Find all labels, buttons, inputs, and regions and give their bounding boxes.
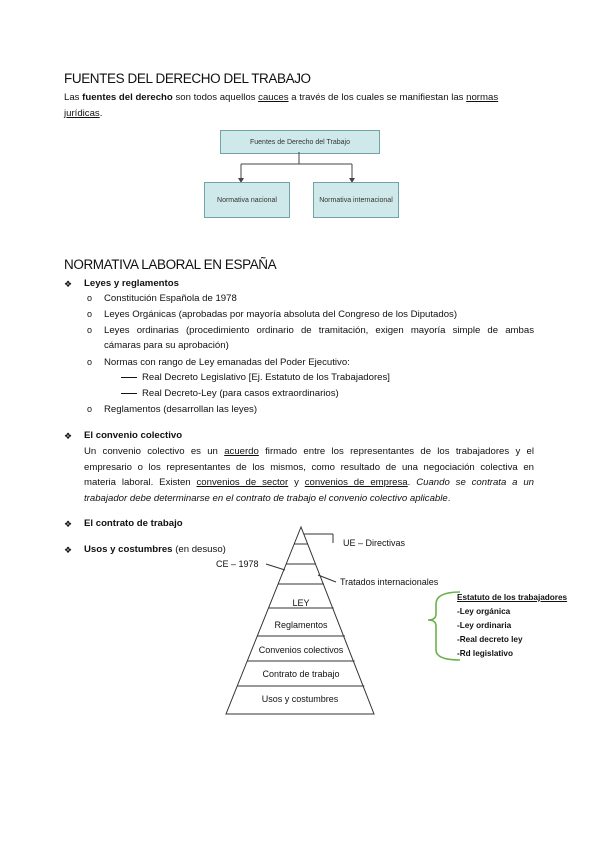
bullet-icon: ❖: [64, 545, 73, 555]
pyramid-level-ley: LEY: [292, 598, 310, 608]
list-item: Reglamentos (desarrollan las leyes): [104, 404, 258, 415]
tratados-label: Tratados internacionales: [340, 577, 439, 587]
intro-text: Las: [64, 92, 80, 103]
estatuto-item: -Ley ordinaria: [457, 621, 512, 630]
convenio-line3: materia laboral. Existen convenios de sector y convenios de empresa. Cuando se contrata a un: [84, 477, 535, 488]
circle-bullet-icon: o: [87, 325, 93, 335]
pyramid-level-contrato: Contrato de trabajo: [262, 669, 340, 679]
estatuto-item: -Rd legislativo: [457, 649, 513, 658]
estatuto-item: -Ley orgánica: [457, 607, 511, 616]
list-item-continuation: cámaras para su aprobación): [104, 340, 229, 351]
acuerdo-link[interactable]: acuerdo: [224, 446, 259, 457]
estatuto-title: Estatuto de los trabajadores: [457, 593, 568, 602]
list-item: Constitución Española de 1978: [104, 293, 237, 304]
intro-text: a través de los cuales se manifiestan las: [291, 92, 464, 103]
convenios-empresa-link[interactable]: convenios de empresa: [304, 477, 408, 488]
fuentes-intro-line2: jurídicas.: [64, 108, 103, 119]
circle-bullet-icon: o: [87, 404, 93, 414]
section-title-normativa: NORMATIVA LABORAL EN ESPAÑA: [64, 257, 277, 272]
bullet-icon: ❖: [64, 279, 73, 289]
convenio-line2: empresario o los representantes de los mismos, como resultado de una negociación colectiva en: [84, 462, 534, 473]
sub-list-item: Real Decreto Legislativo [Ej. Estatuto de los Trabajadores]: [142, 372, 390, 383]
circle-bullet-icon: o: [87, 309, 93, 319]
intro-bold: fuentes del derecho: [82, 92, 173, 103]
cauces-link[interactable]: cauces: [258, 92, 289, 103]
convenios-sector-link[interactable]: convenios de sector: [196, 477, 289, 488]
circle-bullet-icon: o: [87, 357, 93, 367]
ue-directivas-label: UE – Directivas: [343, 538, 406, 548]
bullet-icon: ❖: [64, 519, 73, 529]
normas-link[interactable]: normas: [466, 92, 499, 103]
juridicas-link[interactable]: jurídicas: [64, 108, 100, 119]
list-item: Normas con rango de Ley emanadas del Poder Ejecutivo:: [104, 357, 350, 368]
intro-text: son todos aquellos: [175, 92, 256, 103]
list-item: Leyes Orgánicas (aprobadas por mayoría absoluta del Congreso de los Diputados): [104, 309, 458, 320]
pyramid-level-convenios: Convenios colectivos: [258, 645, 344, 655]
usos-note: (en desuso): [175, 544, 226, 555]
ce-1978-label: CE – 1978: [216, 559, 259, 569]
circle-bullet-icon: o: [87, 293, 93, 303]
bullet-icon: ❖: [64, 431, 73, 441]
leyes-heading: Leyes y reglamentos: [84, 278, 179, 289]
convenio-heading: El convenio colectivo: [84, 430, 183, 441]
contrato-heading: El contrato de trabajo: [84, 518, 183, 529]
pyramid-level-reglamentos: Reglamentos: [274, 620, 328, 630]
estatuto-item: -Real decreto ley: [457, 635, 523, 644]
section-title-fuentes: FUENTES DEL DERECHO DEL TRABAJO: [64, 71, 311, 86]
pyramid-level-usos: Usos y costumbres: [261, 694, 339, 704]
convenio-line4: trabajador debe determinarse en el contrato de trabajo el convenio colectivo aplicable.: [84, 493, 451, 504]
usos-heading: Usos y costumbres: [84, 544, 173, 555]
sub-list-item: Real Decreto-Ley (para casos extraordinarios): [142, 388, 339, 399]
list-item: Leyes ordinarias (procedimiento ordinario de tramitación, exigen mayoría simple de ambas: [104, 325, 534, 336]
convenio-line1: Un convenio colectivo es un acuerdo firmado entre los representantes de los trabajadores y el: [84, 446, 534, 457]
diagram-nacional-box: Normativa nacional: [204, 182, 290, 218]
diagram-internacional-box: Normativa internacional: [313, 182, 399, 218]
diagram-top-box: Fuentes de Derecho del Trabajo: [220, 130, 380, 154]
